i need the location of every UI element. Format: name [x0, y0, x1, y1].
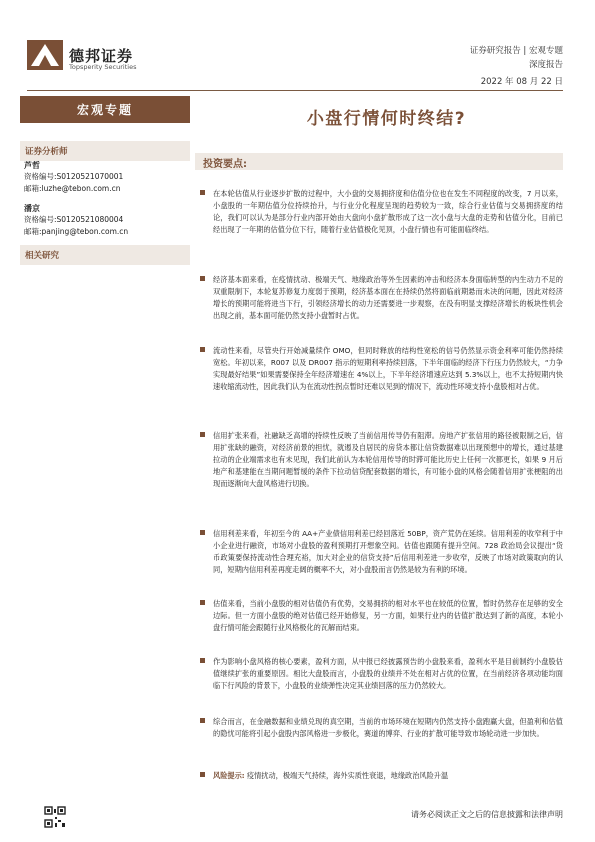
- analyst-email[interactable]: 邮箱:luzhe@tebon.com.cn: [24, 184, 121, 193]
- bullet-item: [200, 430, 563, 490]
- disclaimer-note: 请务必阅读正文之后的信息披露和法律声明: [411, 810, 563, 819]
- related-section-title: 相关研究: [20, 245, 190, 265]
- bullet-text: 估值来看，当前小盘股的相对估值仍有优势，交易拥挤的相对水平也在较低的位置，暂时仍然存在足够的安全边际。但一方面小盘股的绝对估值已经开始修复，另一方面，如果行业内的估值扩散达到了新的高度，本轮小盘行情可能会跟随行业风格极化的瓦解而结束。: [213, 599, 563, 632]
- report-date: 2022 年 08 月 22 日: [480, 77, 563, 87]
- logo-icon: [27, 40, 63, 70]
- bullet-icon: [200, 190, 205, 195]
- header-divider: [27, 90, 563, 91]
- bullet-text: 经济基本面来看，在疫情扰动、极端天气、地缘政治等外生因素的冲击和经济本身面临转型的内生动力不足的双重限制下，本轮复苏修复力度弱于预期，经济基本面在在持续仍然将面临前期悬而未决的问题，因此对经济增长的预期可能将进当下行，引领经济增长的动力还需要进一步观察，在没有明显支撑经济增长的板块性机会出现之前，基本面可能仍然支持小盘暂时占优。: [213, 275, 563, 320]
- bullet-icon: [200, 530, 205, 535]
- investment-title: 投资要点:: [203, 159, 247, 170]
- report-type: 证券研究报告 | 宏观专题: [469, 46, 563, 56]
- bullet-icon: [200, 718, 205, 723]
- bullet-icon: [200, 772, 205, 777]
- bullet-item: [200, 345, 563, 393]
- related-section: [20, 245, 190, 265]
- bullet-icon: [200, 276, 205, 281]
- analyst-email[interactable]: 邮箱:panjing@tebon.com.cn: [24, 227, 129, 236]
- bullet-text: 信用利差来看，年初至今的 AA+产业债信用利差已经回落近 50BP，资产荒仍在延续。信用利差的收窄利于中小企业进行融资，市场对小盘股的盈利预期打开想象空间。估值也跟随有提升空间。728 政治局会议提出“货币政策要保持流动性合理充裕，加大对企业的信贷支持”后信用利差进一步收窄，反映了市场对政策取向的认同，短期内信用利差再度走阔的概率不大，对小盘股而言仍然是较为有利的环境。: [213, 529, 563, 574]
- analyst-cert: 资格编号:S0120521080004: [24, 215, 124, 224]
- analyst-2: [20, 203, 194, 238]
- bullet-item: [200, 598, 563, 634]
- risk-label: 风险提示:: [213, 771, 245, 780]
- analyst-name: 芦哲: [24, 161, 40, 170]
- bullet-text: 作为影响小盘风格的核心要素，盈利方面，从中报已经披露预告的小盘股来看，盈利水平是目前制约小盘股估值继续扩张的重要原因。相比大盘股而言，小盘股的业绩并不处在相对占优的位置，在当前经济各项动能均面临下行风险的背景下，小盘股的业绩弹性决定其业绩回落的压力仍然较大。: [213, 657, 563, 690]
- bullet-item: [200, 656, 563, 692]
- risk-text: 疫情扰动，极端天气持续，海外实质性衰退，地缘政治风险升温: [246, 771, 449, 780]
- bullet-text: 综合而言，在金融数据和业绩兑现的真空期，当前的市场环境在短期内仍然支持小盘跑赢大盘，但盈利和估值的隐忧可能将引起小盘股内部风格进一步极化，赛道的博弈、行业的扩散可能导致市场轮动进一步加快。: [213, 717, 563, 738]
- bullet-item: [200, 528, 563, 576]
- logo-name: 德邦证券: [69, 47, 134, 65]
- investment-bar: [195, 153, 563, 170]
- bullet-text: 流动性来看，尽管央行开始减量续作 OMO，但同时释放的结构性宽松的信号仍然显示资金利率可能仍然持续宽松。年初以来，R007 以及 DR007 指示的短期利率持续回落，下半年面临的经济下行压力仍然较大，“力争实现最好结果”如果需要保持全年经济增速在 4%以上，下半年经济增速应达到 5.3%以上，也不太持短期内快速收缩流动性，因此我们认为在流动性拐点暂时还难以见到的情况下，流动性环境支持小盘股相对占优。: [213, 346, 563, 391]
- bullet-icon: [200, 432, 205, 437]
- bullet-item: [200, 188, 563, 236]
- bullet-icon: [200, 658, 205, 663]
- category-label: 宏观专题: [20, 96, 190, 123]
- analyst-section: [20, 141, 190, 161]
- bullet-text: 信用扩张来看，社融缺乏高增的持续性反映了当前信用传导仍有阻滞。房地产扩张信用的路径被限制之后，信用扩张缺的融资，对经济前景的担忧，就遏及自居民的房贷本都让信贷数据难以出现预想中的增长，通过基建拉动的企业端需求也有未见现，我们此前认为本轮信用传导的时滞可能比历史上任何一次都更长，如果 9 月后地产和基建能在当期问题暂缓的条件下拉动信贷配套数据的增长，有可能小盘的风格会随着信用扩张梗阻的出现而逐渐向大盘风格进行切换。: [213, 431, 563, 488]
- qr-code-icon: [44, 806, 66, 828]
- bullet-item: [200, 716, 563, 740]
- analyst-name: 潘京: [24, 204, 40, 213]
- report-title: 小盘行情何时终结?: [306, 109, 467, 129]
- bullet-item: [200, 274, 563, 322]
- logo-english: Topsperity Securities: [69, 63, 137, 71]
- report-subtype: 深度报告: [528, 60, 563, 70]
- risk-item: [200, 770, 563, 782]
- analyst-cert: 资格编号:S0120521070001: [24, 172, 124, 181]
- bullet-icon: [200, 600, 205, 605]
- bullet-text: 在本轮估值从行业逐步扩散的过程中，大小盘的交易拥挤度和估值分位也在发生不同程度的改变，7 月以来，小盘股的一年期估值分位持续抬升，与行业分化程度呈现的趋势较为一致，综合行业估值与交易拥挤度的结论，我们可以认为是部分行业内部开始由大盘向小盘扩散形成了这一次小盘与大盘的走势和估值分化，目前已经出现了一年期的估值分位下行，随着行业估值极化见顶，小盘行情也有可能面临终结。: [213, 189, 563, 234]
- bullet-icon: [200, 347, 205, 352]
- analyst-1: [20, 160, 194, 195]
- analyst-section-title: 证券分析师: [20, 141, 190, 161]
